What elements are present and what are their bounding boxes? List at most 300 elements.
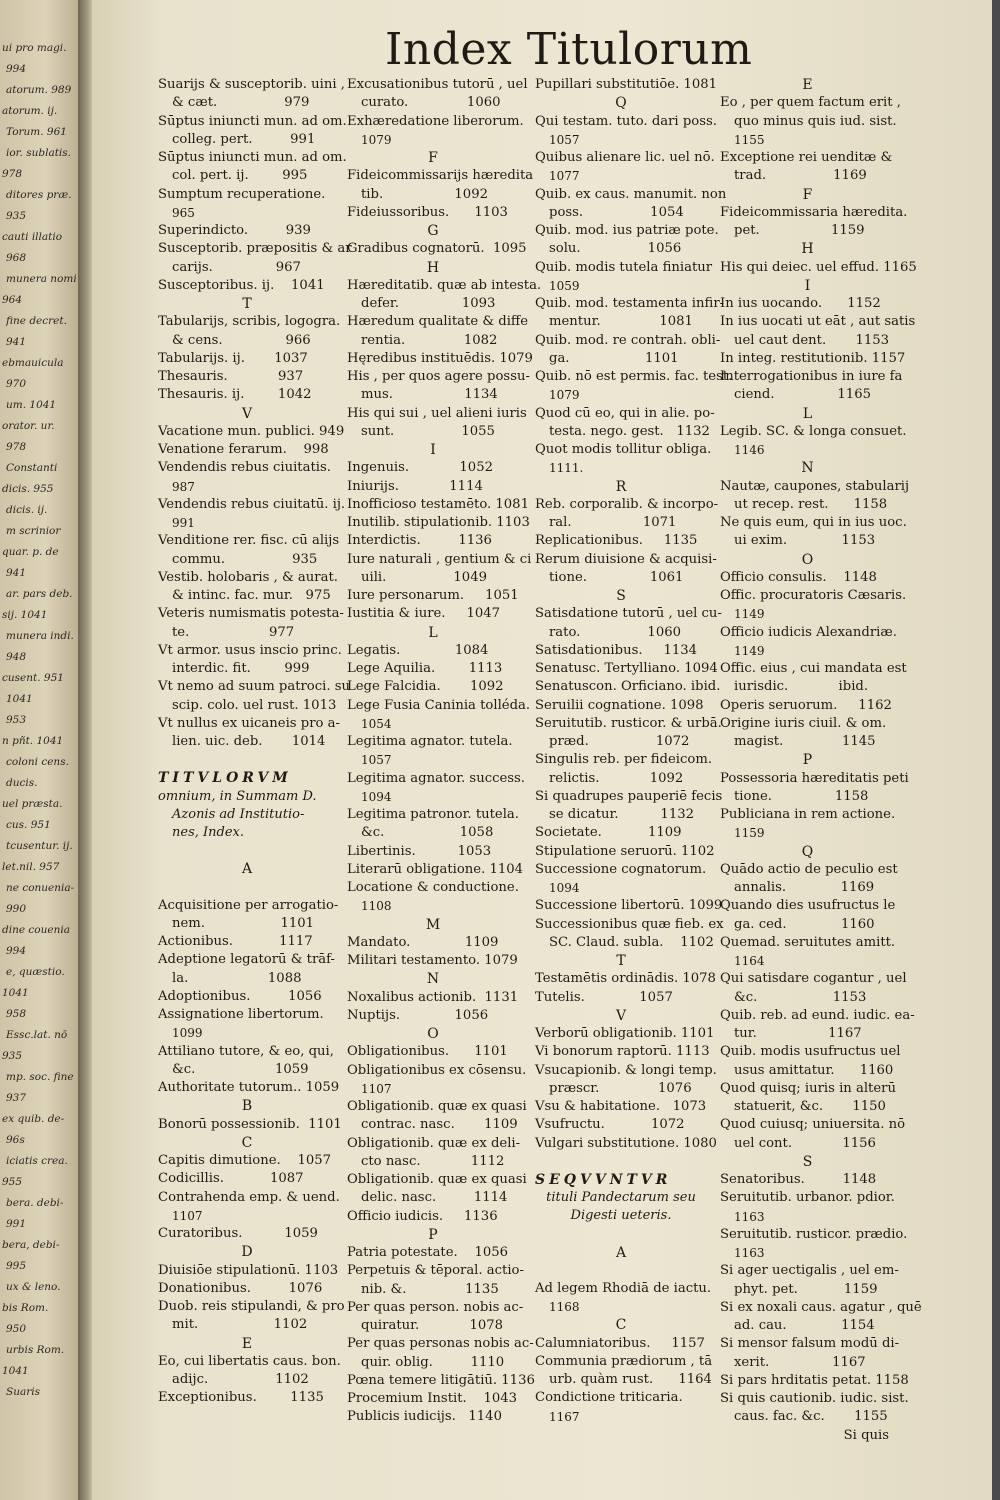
index-entry: Venatione ferarum. 998 <box>158 442 329 457</box>
index-entry: Authoritate tutorum.. 1059 <box>158 1080 340 1095</box>
index-entry: Susceptoribus. ij. 1041 <box>158 277 325 293</box>
index-entry: magist. 1145 <box>734 734 876 749</box>
left-page-fragment: tcusentur. ij. <box>6 840 73 852</box>
left-page-fragment: uel præsta. <box>2 798 63 810</box>
left-page-fragment: 948 <box>6 651 27 663</box>
index-entry: Tabularijs, scribis, logogra. <box>158 314 341 330</box>
index-entry: 1057 <box>361 753 392 768</box>
index-entry: la. 1088 <box>172 970 302 986</box>
left-page-fragment: let.nil. 957 <box>2 861 60 873</box>
index-entry: 991 <box>172 516 195 530</box>
section-letter: C <box>241 1134 253 1151</box>
index-entry: Seruitutib. rusticor. & urbā. <box>535 715 722 731</box>
index-entry: Quib. ex caus. manumit. non <box>535 186 727 202</box>
index-entry: Successione libertorū. 1099 <box>535 898 723 914</box>
index-entry: Ad legem Rhodiā de iactu. <box>535 1280 712 1296</box>
section-letter: L <box>802 405 813 422</box>
index-entry: 1107 <box>172 1208 203 1223</box>
left-page-fragment: ar. pars deb. <box>6 588 73 600</box>
index-entry: Legitima patronor. tutela. <box>347 807 519 822</box>
index-entry: nib. &. 1135 <box>361 1281 499 1297</box>
index-entry: Inutilib. stipulationib. 1103 <box>347 515 530 530</box>
index-entry: Offic. procuratoris Cæsaris. <box>720 588 907 603</box>
index-entry: 1155 <box>734 132 765 147</box>
index-entry: annalis. 1169 <box>734 880 875 895</box>
section-letter: E <box>241 1335 253 1352</box>
spacer <box>535 1153 707 1171</box>
left-page-fragment: 978 <box>2 168 23 180</box>
left-page-fragment: 991 <box>6 1218 27 1230</box>
section-heading: Azonis ad Institutio- <box>172 806 305 822</box>
left-page-fragment: Suaris <box>6 1386 40 1398</box>
index-entry: præd. 1072 <box>549 734 690 749</box>
spacer <box>158 842 336 860</box>
index-entry: 1094 <box>549 881 580 895</box>
index-entry: Seruilii cognatione. 1098 <box>535 697 704 713</box>
index-entry: Si ager uectigalis , uel em- <box>720 1263 899 1279</box>
index-entry: Fideicommissarijs hæredita <box>347 168 534 184</box>
section-letter: C <box>615 1317 627 1334</box>
left-page-fragment: 953 <box>6 714 27 726</box>
section-letter: E <box>802 77 813 93</box>
index-entry: Vestib. holobaris , & aurat. <box>158 569 338 585</box>
index-entry: Obligationib. quæ ex quasi <box>347 1099 527 1114</box>
left-page-fragment: 955 <box>2 1176 23 1188</box>
left-page-fragment: dicis. ij. <box>6 504 48 516</box>
left-page-fragment: 968 <box>6 252 27 264</box>
index-entry: Quib. reb. ad eund. iudic. ea- <box>720 1007 915 1023</box>
index-entry: cto nasc. 1112 <box>361 1153 505 1169</box>
index-entry: 987 <box>172 479 195 494</box>
index-entry: 1077 <box>549 169 580 184</box>
index-entry: Vsu & habitatione. 1073 <box>535 1099 707 1114</box>
index-entry: uili. 1049 <box>361 569 487 585</box>
index-entry: Quod cuiusq; uniuersita. nō <box>720 1117 906 1133</box>
index-entry: 1079 <box>549 388 580 403</box>
index-entry: contrac. nasc. 1109 <box>361 1117 518 1133</box>
index-entry: Capitis dimutione. 1057 <box>158 1153 332 1168</box>
index-entry: 1057 <box>549 132 580 147</box>
index-entry: Donationibus. 1076 <box>158 1280 323 1296</box>
section-heading: nes, Index. <box>172 825 244 840</box>
index-entry: 1149 <box>734 643 765 658</box>
index-entry: Inofficioso testamēto. 1081 <box>347 496 529 512</box>
index-entry: His qui deiec. uel effud. 1165 <box>720 259 917 275</box>
index-entry: ui exim. 1153 <box>734 533 876 549</box>
index-entry: tione. 1061 <box>549 569 684 585</box>
section-letter: N <box>801 460 814 477</box>
index-entry: solu. 1056 <box>549 241 682 257</box>
index-entry: Iure naturali , gentium & ci <box>347 551 532 567</box>
index-column-3 <box>535 76 733 1426</box>
index-entry: Quemad. seruitutes amitt. <box>720 934 896 950</box>
section-letter: M <box>425 916 441 933</box>
index-entry: Testamētis ordinādis. 1078 <box>535 971 716 987</box>
index-entry: Pœna temere litigātiū. 1136 <box>347 1372 535 1388</box>
index-column-2 <box>347 76 542 1427</box>
index-entry: ut recep. rest. 1158 <box>734 496 888 512</box>
index-entry: Vacatione mun. publici. 949 <box>158 423 345 439</box>
index-entry: Sumptum recuperatione. <box>158 186 326 202</box>
left-page-fragment: 995 <box>6 1260 27 1272</box>
index-entry: nem. 1101 <box>172 915 315 931</box>
index-entry: carijs. 967 <box>172 259 301 275</box>
index-entry: usus amittatur. 1160 <box>734 1062 894 1078</box>
index-entry: 1149 <box>734 607 765 622</box>
index-entry: uel cont. 1156 <box>734 1135 876 1151</box>
left-page-fragment: 994 <box>6 945 27 957</box>
section-letter: V <box>615 1007 627 1024</box>
index-entry: pet. 1159 <box>734 223 865 238</box>
index-entry: Eo , per quem factum erit , <box>720 95 901 111</box>
section-letter: N <box>426 971 440 988</box>
index-entry: Patria potestate. 1056 <box>347 1245 509 1260</box>
index-entry: Lege Aquilia. 1113 <box>347 661 503 676</box>
index-entry: Tabularijs. ij. 1037 <box>158 350 308 366</box>
index-entry: Vsucapionib. & longi temp. <box>535 1062 717 1078</box>
left-page-fragment: ebmauicula <box>2 357 64 369</box>
index-entry: Quib. nō est permis. fac. test. <box>535 369 733 384</box>
index-entry: &c. 1059 <box>172 1061 309 1077</box>
index-entry: Officio consulis. 1148 <box>720 569 877 585</box>
index-entry: 1099 <box>172 1026 203 1041</box>
index-entry: Bonorū possessionib. 1101 <box>158 1116 342 1132</box>
section-letter: G <box>427 223 439 239</box>
index-entry: phyt. pet. 1159 <box>734 1281 878 1297</box>
index-entry: Publicis iudicijs. 1140 <box>347 1409 502 1425</box>
index-entry: 1107 <box>361 1081 392 1096</box>
index-entry: Gradibus cognatorū. 1095 <box>347 241 527 257</box>
index-entry: Quibus alienare lic. uel nō. <box>535 150 715 165</box>
index-entry: & cæt. 979 <box>172 95 310 111</box>
index-entry: Adoptionibus. 1056 <box>158 988 322 1004</box>
index-entry: Quādo actio de peculio est <box>720 861 898 877</box>
index-entry: Attiliano tutore, & eo, qui, <box>158 1043 334 1059</box>
section-letter: T <box>242 296 252 312</box>
left-page-fragment: bera, debi- <box>2 1239 60 1251</box>
index-entry: Nautæ, caupones, stabularij <box>720 478 910 494</box>
index-entry: Fideicommissaria hæredita. <box>720 204 908 220</box>
index-entry: Societate. 1109 <box>535 825 682 841</box>
spacer <box>158 879 336 897</box>
index-entry: Procemium Instit. 1043 <box>347 1391 518 1406</box>
left-page-fragment: ducis. <box>6 777 38 789</box>
left-page-fragment: cusent. 951 <box>2 672 64 684</box>
index-entry: Iure personarum. 1051 <box>347 588 519 603</box>
left-page-fragment: orator. ur. <box>2 420 55 432</box>
index-entry: ga. 1101 <box>549 350 679 366</box>
index-entry: Lege Falcidia. 1092 <box>347 679 504 695</box>
section-letter: O <box>427 1026 439 1042</box>
index-entry: Mandato. 1109 <box>347 934 499 950</box>
index-entry: 1146 <box>734 443 765 457</box>
left-page-fragment: ditores præ. <box>6 189 72 201</box>
index-entry: Legib. SC. & longa consuet. <box>720 423 907 439</box>
index-entry: Legitima agnator. success. <box>347 770 525 786</box>
index-entry: xerit. 1167 <box>734 1354 866 1370</box>
left-page-fragment: ex quib. de- <box>2 1113 65 1125</box>
index-entry: Officio iudicis Alexandriæ. <box>720 624 897 640</box>
left-page-fragment: 964 <box>2 294 23 306</box>
section-heading: tituli Pandectarum seu <box>546 1190 696 1205</box>
left-page-fragment: 1041 <box>2 1365 29 1377</box>
index-entry: Quod quisq; iuris in alterū <box>720 1080 896 1096</box>
left-page-fragment: 935 <box>2 1050 23 1062</box>
left-page-fragment: 1041 <box>2 987 29 999</box>
index-entry: Codicillis. 1087 <box>158 1171 304 1187</box>
index-entry: Qui testam. tuto. dari poss. <box>535 113 717 129</box>
index-entry: quir. oblig. 1110 <box>361 1354 505 1370</box>
index-entry: Hæredum qualitate & diffe <box>347 314 529 330</box>
index-entry: ad. cau. 1154 <box>734 1318 875 1333</box>
index-entry: Satisdationibus. 1134 <box>535 642 698 658</box>
section-letter: O <box>801 551 814 568</box>
index-entry: & intinc. fac. mur. 975 <box>172 588 331 603</box>
index-entry: Noxalibus actionib. 1131 <box>347 989 519 1005</box>
index-entry: Suarijs & susceptorib. uini , <box>158 77 345 92</box>
section-letter: H <box>426 259 440 276</box>
index-entry: Quando dies usufructus le <box>720 898 896 914</box>
index-entry: &c. 1058 <box>361 825 494 841</box>
left-page-fragment: mp. soc. fine <box>6 1071 74 1083</box>
index-entry: statuerit, &c. 1150 <box>734 1099 886 1114</box>
index-entry: & cens. 966 <box>172 332 311 348</box>
index-entry: ral. 1071 <box>549 515 677 530</box>
left-page-fragment: 970 <box>6 378 27 390</box>
index-entry: 1111. <box>549 461 584 476</box>
left-page-fragment: m scrinior <box>6 525 61 537</box>
index-entry: sunt. 1055 <box>361 423 495 439</box>
index-entry: 965 <box>172 205 195 220</box>
index-entry: Origine iuris ciuil. & om. <box>720 715 887 731</box>
section-letter: A <box>241 861 253 878</box>
index-entry: testa. nego. gest. 1132 <box>549 423 710 439</box>
index-entry: &c. 1153 <box>734 989 867 1005</box>
left-page-fragment: 1041 <box>6 693 33 705</box>
index-entry: Senatuscon. Orficiano. ibid. <box>535 679 721 695</box>
index-entry: Ne quis eum, qui in ius uoc. <box>720 515 907 530</box>
index-entry: Communia prædiorum , tā <box>535 1353 713 1369</box>
index-entry: His , per quos agere possu- <box>347 369 530 384</box>
left-page-fragment: 941 <box>6 336 27 348</box>
section-letter: A <box>615 1244 627 1261</box>
index-entry: Literarū obligatione. 1104 <box>347 861 524 877</box>
left-page-fragment: sij. 1041 <box>2 609 48 621</box>
index-entry: col. pert. ij. 995 <box>172 168 308 184</box>
index-entry: Per quas personas nobis ac- <box>347 1336 534 1352</box>
index-entry: Officio iudicis. 1136 <box>347 1208 498 1224</box>
index-entry: Quod cū eo, qui in alie. po- <box>535 405 715 421</box>
index-entry: caus. fac. &c. 1155 <box>734 1409 888 1425</box>
index-entry: Susceptorib. præpositis & ar <box>158 241 352 257</box>
index-entry: Fideiussoribus. 1103 <box>347 204 508 220</box>
index-entry: Possessoria hæreditatis peti <box>720 770 909 786</box>
section-heading: TITVLORVM <box>158 770 292 787</box>
index-entry: Vulgari substitutione. 1080 <box>535 1135 717 1151</box>
index-entry: Obligationibus. 1101 <box>347 1044 508 1060</box>
left-page-fragment: atorum. 989 <box>6 84 72 96</box>
index-entry: Rerum diuisione & acquisi- <box>535 551 717 567</box>
index-entry: præscr. 1076 <box>549 1080 692 1096</box>
page-title: Index Titulorum <box>385 24 753 75</box>
index-entry: Locatione & conductione. <box>347 880 519 895</box>
index-entry: Si quis cautionib. iudic. sist. <box>720 1391 909 1406</box>
index-entry: Exceptione rei uenditæ & <box>720 150 893 165</box>
left-page-fragment: ui pro magi. <box>2 42 67 54</box>
index-entry: mus. 1134 <box>361 387 498 403</box>
index-entry: Successionibus quæ fieb. ex <box>535 916 724 932</box>
left-page-edge <box>0 0 82 1500</box>
index-entry: Obligationibus ex cōsensu. <box>347 1062 527 1078</box>
index-entry: Successione cognatorum. <box>535 861 707 877</box>
left-page-fragment: Constanti <box>6 462 58 474</box>
index-entry: iurisdic. ibid. <box>734 679 869 695</box>
index-entry: trad. 1169 <box>734 168 867 184</box>
index-column-4 <box>720 76 922 1445</box>
index-entry: 1168 <box>549 1300 580 1314</box>
index-entry: scip. colo. uel rust. 1013 <box>172 697 337 713</box>
section-letter: P <box>802 752 813 769</box>
left-page-fragment: ne conuenia- <box>6 882 75 894</box>
section-letter: P <box>428 1226 438 1243</box>
left-page-fragment: ux & leno. <box>6 1281 61 1293</box>
section-letter: I <box>804 277 811 294</box>
index-entry: 1163 <box>734 1246 765 1260</box>
index-entry: 1054 <box>361 716 392 731</box>
index-entry: Obligationib. quæ ex deli- <box>347 1135 521 1151</box>
index-entry: Quib. modis tutela finiatur <box>535 259 713 275</box>
index-entry: Exhæredatione liberorum. <box>347 113 524 129</box>
section-letter: H <box>801 241 814 258</box>
index-entry: quo minus quis iud. sist. <box>734 113 897 129</box>
index-entry: Quib. mod. testamenta infir- <box>535 296 725 311</box>
index-entry: tib. 1092 <box>361 186 488 202</box>
section-letter: I <box>430 442 436 458</box>
index-entry: 1059 <box>549 278 580 293</box>
left-page-fragment: Essc.lat. nō <box>6 1029 68 1041</box>
left-page-fragment: atorum. ij. <box>2 105 58 117</box>
index-entry: Quib. mod. re contrah. obli- <box>535 332 721 348</box>
index-entry: Senatoribus. 1148 <box>720 1172 877 1187</box>
index-entry: His qui sui , uel alieni iuris <box>347 405 527 421</box>
index-entry: ciend. 1165 <box>734 387 871 403</box>
left-page-fragment: dine couenia <box>2 924 70 936</box>
index-entry: Senatusc. Tertylliano. 1094 <box>535 661 718 676</box>
index-entry: Exceptionibus. 1135 <box>158 1390 324 1406</box>
index-entry: Vt nemo ad suum patroci. su <box>158 679 350 695</box>
index-entry: Legitima agnator. tutela. <box>347 734 513 749</box>
index-entry: Vsufructu. 1072 <box>535 1117 685 1133</box>
index-entry: mit. 1102 <box>172 1317 308 1333</box>
index-entry: 1079 <box>361 132 392 147</box>
section-letter: V <box>241 405 253 422</box>
section-letter: Q <box>615 95 627 112</box>
left-page-fragment: urbis Rom. <box>6 1344 65 1356</box>
left-page-fragment: 941 <box>6 567 27 579</box>
index-entry: te. 977 <box>172 624 295 640</box>
section-heading: Digesti ueteris. <box>570 1208 672 1224</box>
left-page-fragment: munera indi. <box>6 630 74 642</box>
index-entry: Obligationib. quæ ex quasi <box>347 1172 527 1187</box>
index-entry: Tutelis. 1057 <box>535 989 673 1005</box>
index-entry: 1167 <box>549 1409 580 1424</box>
section-letter: B <box>241 1098 253 1115</box>
index-entry: Nuptijs. 1056 <box>347 1007 489 1023</box>
left-page-fragment: um. 1041 <box>6 399 57 411</box>
index-entry: adijc. 1102 <box>172 1372 309 1387</box>
left-page-fragment: n pñt. 1041 <box>2 735 64 747</box>
index-entry: Veteris numismatis potesta- <box>158 606 344 622</box>
left-page-fragment: dicis. 955 <box>2 483 54 495</box>
index-entry: Contrahenda emp. & uend. <box>158 1189 340 1205</box>
index-entry: Quib. mod. ius patriæ pote. <box>535 223 719 238</box>
index-entry: rato. 1060 <box>549 624 681 640</box>
index-entry: Si mensor falsum modū di- <box>720 1336 900 1352</box>
left-page-fragment: 937 <box>6 1092 27 1104</box>
index-entry: Diuisiōe stipulationū. 1103 <box>158 1262 339 1278</box>
index-entry: Offic. eius , cui mandata est <box>720 661 907 676</box>
index-entry: defer. 1093 <box>361 296 496 311</box>
index-entry: Libertinis. 1053 <box>347 843 492 859</box>
index-entry: Reb. corporalib. & incorpo- <box>535 496 719 512</box>
index-entry: Vendendis rebus ciuitatū. ij. <box>158 496 346 512</box>
index-entry: delic. nasc. 1114 <box>361 1190 508 1206</box>
index-entry: Vt nullus ex uicaneis pro a- <box>158 715 340 731</box>
index-entry: Seruitutib. rusticor. prædio. <box>720 1226 908 1242</box>
left-page-fragment: 935 <box>6 210 27 222</box>
index-entry: Duob. reis stipulandi, & pro <box>158 1299 345 1314</box>
index-entry: curato. 1060 <box>361 95 501 111</box>
section-letter: S <box>802 1153 813 1170</box>
section-letter: R <box>615 478 627 495</box>
index-entry: In ius uocati ut eāt , aut satis <box>720 314 916 330</box>
index-column-1 <box>158 76 352 1408</box>
index-entry: interdic. fit. 999 <box>172 661 310 676</box>
index-entry: Vendendis rebus ciuitatis. <box>158 460 331 476</box>
index-entry: uel caut dent. 1153 <box>734 332 890 348</box>
left-page-fragment: bis Rom. <box>2 1302 49 1314</box>
index-entry: tione. 1158 <box>734 788 869 804</box>
index-entry: poss. 1054 <box>549 204 684 220</box>
left-page-fragment: 958 <box>6 1008 27 1020</box>
left-page-fragment: 990 <box>6 903 27 915</box>
section-heading: omnium, in Summam D. <box>158 788 317 804</box>
index-entry: Publiciana in rem actione. <box>720 807 896 822</box>
section-letter: Q <box>801 843 814 860</box>
index-entry: 1094 <box>361 789 392 804</box>
index-entry: Interrogationibus in iure fa <box>720 369 903 384</box>
index-entry: Curatoribus. 1059 <box>158 1226 318 1241</box>
index-entry: 1159 <box>734 826 765 841</box>
spacer <box>158 751 336 769</box>
index-entry: Hæreditatib. quæ ab intesta. <box>347 277 542 293</box>
index-entry: Singulis reb. per fideicom. <box>535 752 713 768</box>
index-entry: Seruitutib. urbanor. pdior. <box>720 1190 895 1206</box>
index-entry: tur. 1167 <box>734 1026 862 1041</box>
index-entry: relictis. 1092 <box>549 770 684 786</box>
left-page-fragment: munera nomi <box>6 273 77 285</box>
index-entry: Assignatione libertorum. <box>158 1007 324 1022</box>
section-letter: F <box>802 186 813 203</box>
index-entry: In integ. restitutionib. 1157 <box>720 350 906 366</box>
index-entry: commu. 935 <box>172 551 318 567</box>
index-entry: Legatis. 1084 <box>347 642 489 658</box>
index-entry: Replicationibus. 1135 <box>535 533 698 549</box>
index-entry: Actionibus. 1117 <box>158 934 313 949</box>
index-entry: se dicatur. 1132 <box>549 807 694 822</box>
index-entry: Stipulatione seruorū. 1102 <box>535 843 715 859</box>
section-letter: T <box>616 953 626 969</box>
